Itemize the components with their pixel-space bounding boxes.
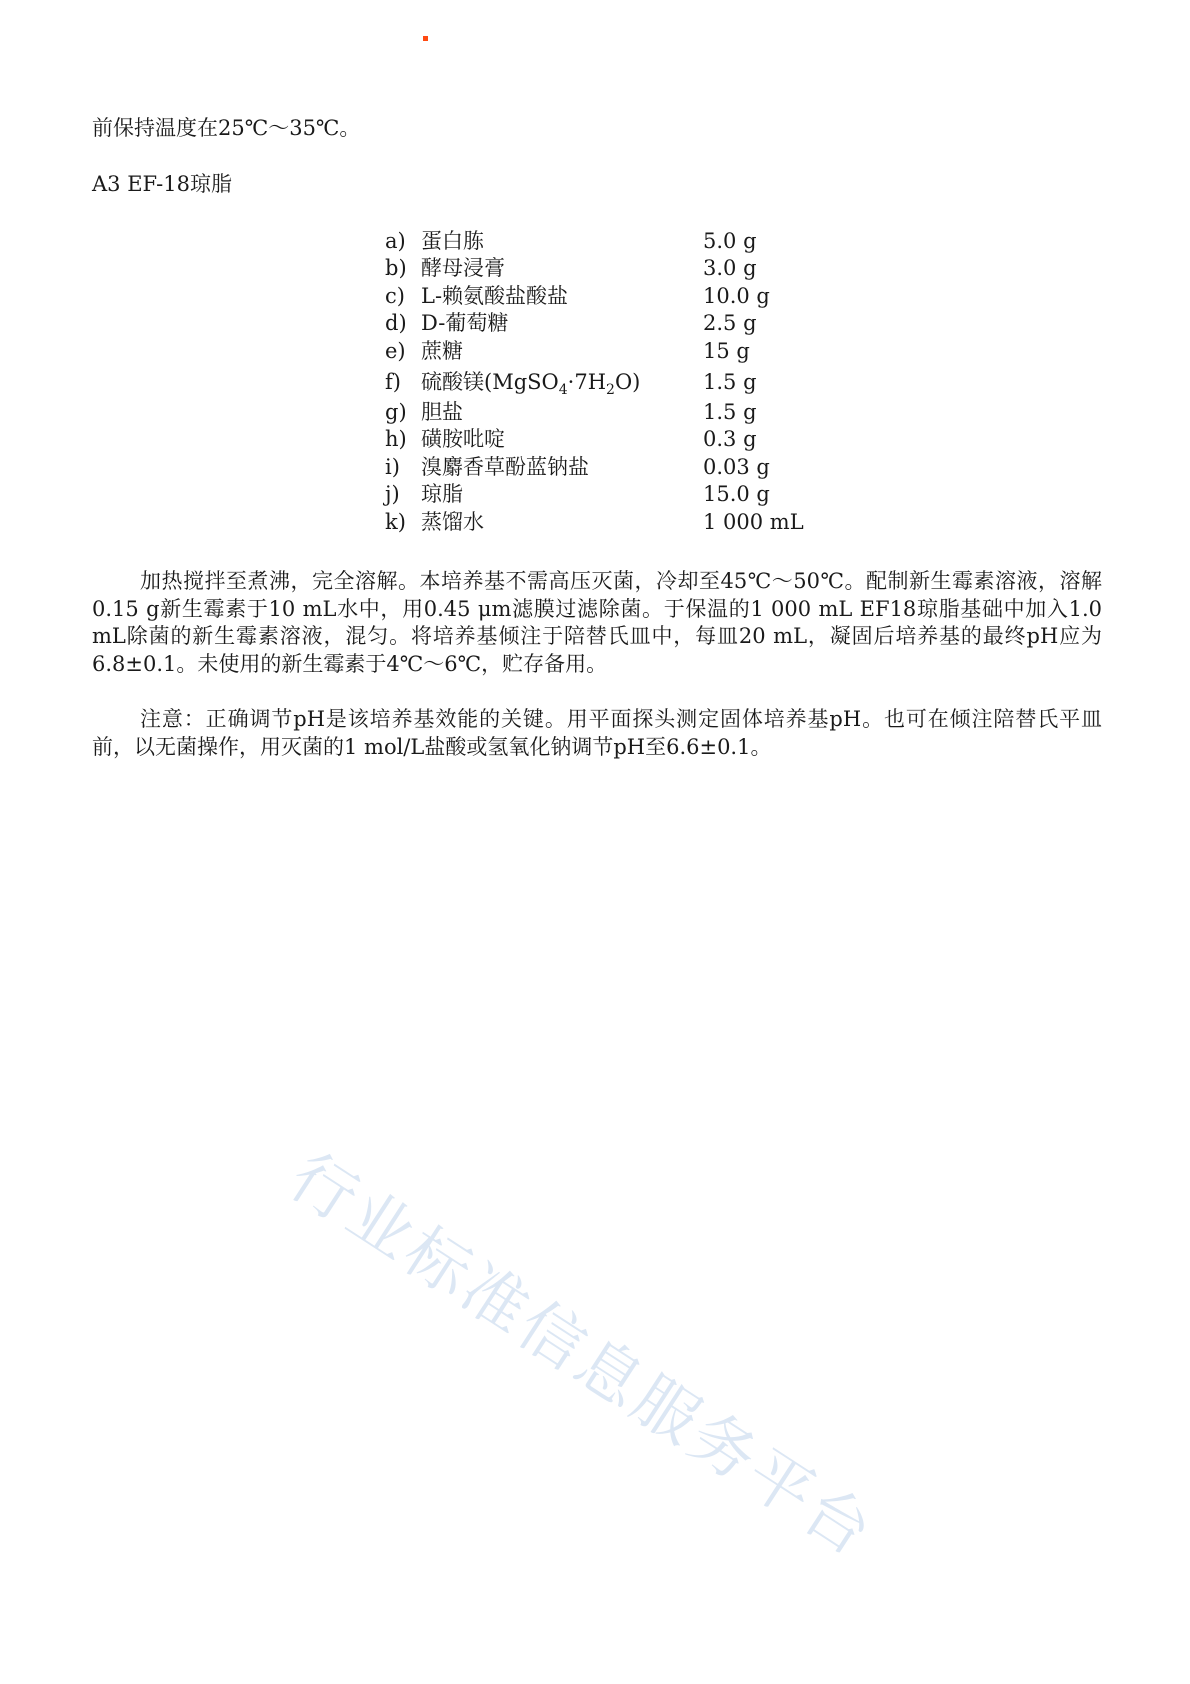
recipe-item [385,338,845,365]
recipe-item [385,283,845,310]
recipe-item [385,228,845,255]
recipe-item [385,481,845,508]
watermark-text: 行业标准信息服务平台 [276,1140,888,1573]
item-label: k) [385,509,406,534]
recipe-item [385,255,845,282]
item-quantity: 5.0 g [703,229,757,253]
recipe-list [385,228,845,536]
item-quantity: 1.5 g [703,369,757,394]
item-label: e) [385,338,406,363]
preparation-paragraph: 加热搅拌至煮沸，完全溶解。本培养基不需高压灭菌，冷却至45℃～50℃。配制新生霉素溶液，溶解0.15 g新生霉素于10 mL水中，用0.45 μm滤膜过滤除菌。于保温的1 000 mL EF18琼脂基础中加入1.0 mL除菌的新生霉素溶液，混匀。将培养基倾注于陪替氏皿中，每皿20 mL，凝固后培养基的最终pH应为6.8±0.1。未使用的新生霉素于4℃～6℃，贮存备用。 [92,569,1102,676]
item-name: 蛋白胨 [421,229,484,253]
item-quantity: 1 000 mL [703,509,804,534]
item-quantity: 2.5 g [703,311,757,336]
item-label: d) [385,311,407,336]
item-label: i) [385,454,400,479]
item-label: a) [385,229,406,253]
formula-middle: ·7H [567,369,607,394]
note-paragraph: 注意：正确调节pH是该培养基效能的关键。用平面探头测定固体培养基pH。也可在倾注陪替氏平皿前，以无菌操作，用灭菌的1 mol/L盐酸或氢氧化钠调节pH至6.6±0.1。 [92,707,1102,759]
item-name: 溴麝香草酚蓝钠盐 [421,454,589,479]
corner-marker [423,36,428,41]
item-quantity: 1.5 g [703,399,757,424]
recipe-item [385,310,845,337]
item-quantity: 3.0 g [703,256,757,281]
item-name: D-葡萄糖 [421,311,509,336]
item-label: f) [385,369,401,394]
item-quantity: 15.0 g [703,482,770,507]
formula-prefix: 硫酸镁(MgSO [421,369,559,394]
item-name: 琼脂 [421,482,463,507]
item-label: b) [385,256,407,281]
item-name: 胆盐 [421,399,463,424]
formula-subscript: 2 [606,381,615,398]
recipe-item [385,454,845,481]
item-label: c) [385,283,405,308]
item-label: h) [385,427,407,452]
formula-suffix: O) [614,369,641,394]
item-name: 酵母浸膏 [421,256,505,281]
recipe-item [385,365,845,399]
intro-line: 前保持温度在25℃～35℃。 [92,116,361,140]
item-label: j) [385,482,400,507]
item-quantity: 0.03 g [703,454,770,479]
item-name: 蒸馏水 [421,509,484,534]
recipe-item [385,399,845,426]
item-quantity: 15 g [703,338,750,363]
item-name: 磺胺吡啶 [421,427,505,452]
item-quantity: 10.0 g [703,283,770,308]
section-title: A3 EF-18琼脂 [92,172,232,196]
recipe-item [385,509,845,536]
formula-subscript: 4 [558,381,568,398]
item-name: L-赖氨酸盐酸盐 [421,283,569,308]
recipe-item [385,426,845,453]
item-quantity: 0.3 g [703,427,757,452]
item-name: 蔗糖 [421,338,463,363]
item-label: g) [385,399,407,424]
